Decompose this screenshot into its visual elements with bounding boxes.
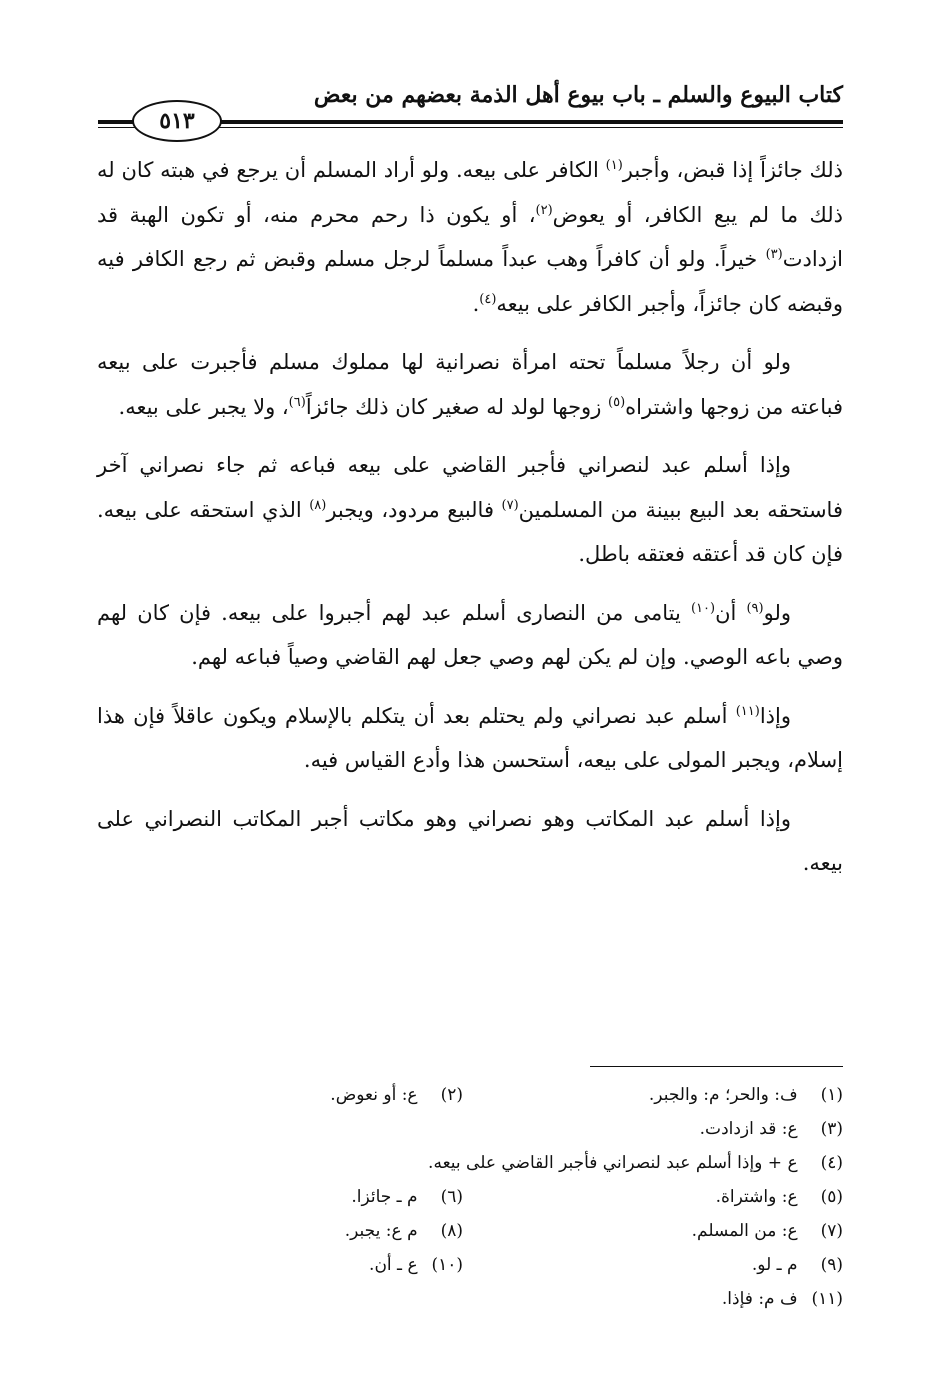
footnote-8: (٨) م ع: يجبر. xyxy=(344,1221,463,1241)
footnote-ref-2: (٢) xyxy=(535,202,553,218)
footnote-separator xyxy=(590,1066,843,1067)
footnote-row xyxy=(93,1180,843,1214)
footnote-4: (٤) ع + وإذا أسلم عبد لنصراني فأجبر القاضي على بيعه. xyxy=(428,1153,843,1173)
footnote-row xyxy=(93,1112,843,1146)
footnote-row xyxy=(93,1214,843,1248)
footnote-row xyxy=(93,1146,843,1180)
footnote-10: (١٠) ع ـ أن. xyxy=(369,1255,463,1275)
footnote-row xyxy=(93,1282,843,1316)
footnote-ref-9: (٩) xyxy=(746,600,764,616)
footnote-ref-6: (٦) xyxy=(288,394,306,410)
paragraph-3: وإذا أسلم عبد لنصراني فأجبر القاضي على بيعه فباعه ثم جاء نصراني آخر فاستحقه بعد البيع ببينة من المسلمين$^{(٧)}$ فالبيع مردود، ويجبر$^{(٨)}$ الذي استحقه على بيعه. فإن كان قد أعتقه فعتقه باطل. xyxy=(97,453,843,566)
page-number: ٥١٣ xyxy=(132,100,222,142)
footnote-ref-1: (١) xyxy=(605,158,623,173)
paragraph-4: ولو$^{(٩)}$ أن$^{(١٠)}$ يتامى من النصارى أسلم عبد لهم أجبروا على بيعه. فإن كان لهم وصي باعه الوصي. وإن لم يكن لهم وصي جعل لهم القاضي وصياً فباعه لهم. xyxy=(97,600,843,669)
paragraph-2: ولو أن رجلاً مسلماً تحته امرأة نصرانية لها مملوك مسلم فأجبرت على بيعه فباعته من زوجها واشتراه$^{(٥)}$ زوجها لولد له صغير كان ذلك جائزاً$^{(٦)}$، ولا يجبر على بيعه. xyxy=(97,350,843,419)
footnote-ref-5: (٥) xyxy=(608,394,626,410)
main-text xyxy=(97,148,843,900)
footnote-7: (٧) ع: من المسلم. xyxy=(691,1221,843,1241)
paragraph-6: وإذا أسلم عبد المكاتب وهو نصراني وهو مكاتب أجبر المكاتب النصراني على بيعه. xyxy=(97,806,843,875)
footnote-9: (٩) م ـ لو. xyxy=(751,1255,843,1275)
footnote-row xyxy=(93,1248,843,1282)
footnote-row xyxy=(93,1078,843,1112)
footnote-ref-7: (٧) xyxy=(501,497,519,513)
footnote-ref-11: (١١) xyxy=(735,703,760,719)
running-title: كتاب البيوع والسلم ـ باب بيوع أهل الذمة بعضهم من بعض xyxy=(313,82,843,108)
footnote-ref-4: (٤) xyxy=(479,291,497,307)
footnote-3: (٣) ع: قد ازدادت. xyxy=(699,1119,843,1139)
footnote-6: (٦) م ـ جائزا. xyxy=(351,1187,463,1207)
footnote-11: (١١) ف م: فإذا. xyxy=(721,1289,843,1309)
footnote-1: (١) ف: والحر؛ م: والجبر. xyxy=(648,1085,843,1105)
footnote-5: (٥) ع: واشتراة. xyxy=(715,1187,843,1207)
footnote-2: (٢) ع: أو نعوض. xyxy=(330,1085,463,1105)
footnote-ref-3: (٣) xyxy=(765,247,783,262)
footnote-ref-10: (١٠) xyxy=(690,600,716,616)
footnotes xyxy=(93,1078,843,1316)
paragraph-1: ذلك جائزاً إذا قبض، وأجبر$^{(١)}$ الكافر على بيعه. ولو أراد المسلم أن يرجع في هبته كان له ذلك ما لم يبع الكافر، أو يعوض$^{(٢)}$، أو يكون ذا رحم محرم منه، أو تكون الهبة قد ازدادت$^{(٣)}$ خيراً. ولو أن كافراً وهب عبداً مسلماً لرجل مسلم وقبض ثم رجع الكافر فيه وقبضه كان جائزاً، وأجبر الكافر على بيعه$^{(٤)}$. xyxy=(97,158,843,316)
paragraph-5: وإذا$^{(١١)}$ أسلم عبد نصراني ولم يحتلم بعد أن يتكلم بالإسلام ويكون عاقلاً فإن هذا إسلام، ويجبر المولى على بيعه، أستحسن هذا وأدع القياس فيه. xyxy=(97,703,843,772)
footnote-ref-8: (٨) xyxy=(309,497,327,513)
